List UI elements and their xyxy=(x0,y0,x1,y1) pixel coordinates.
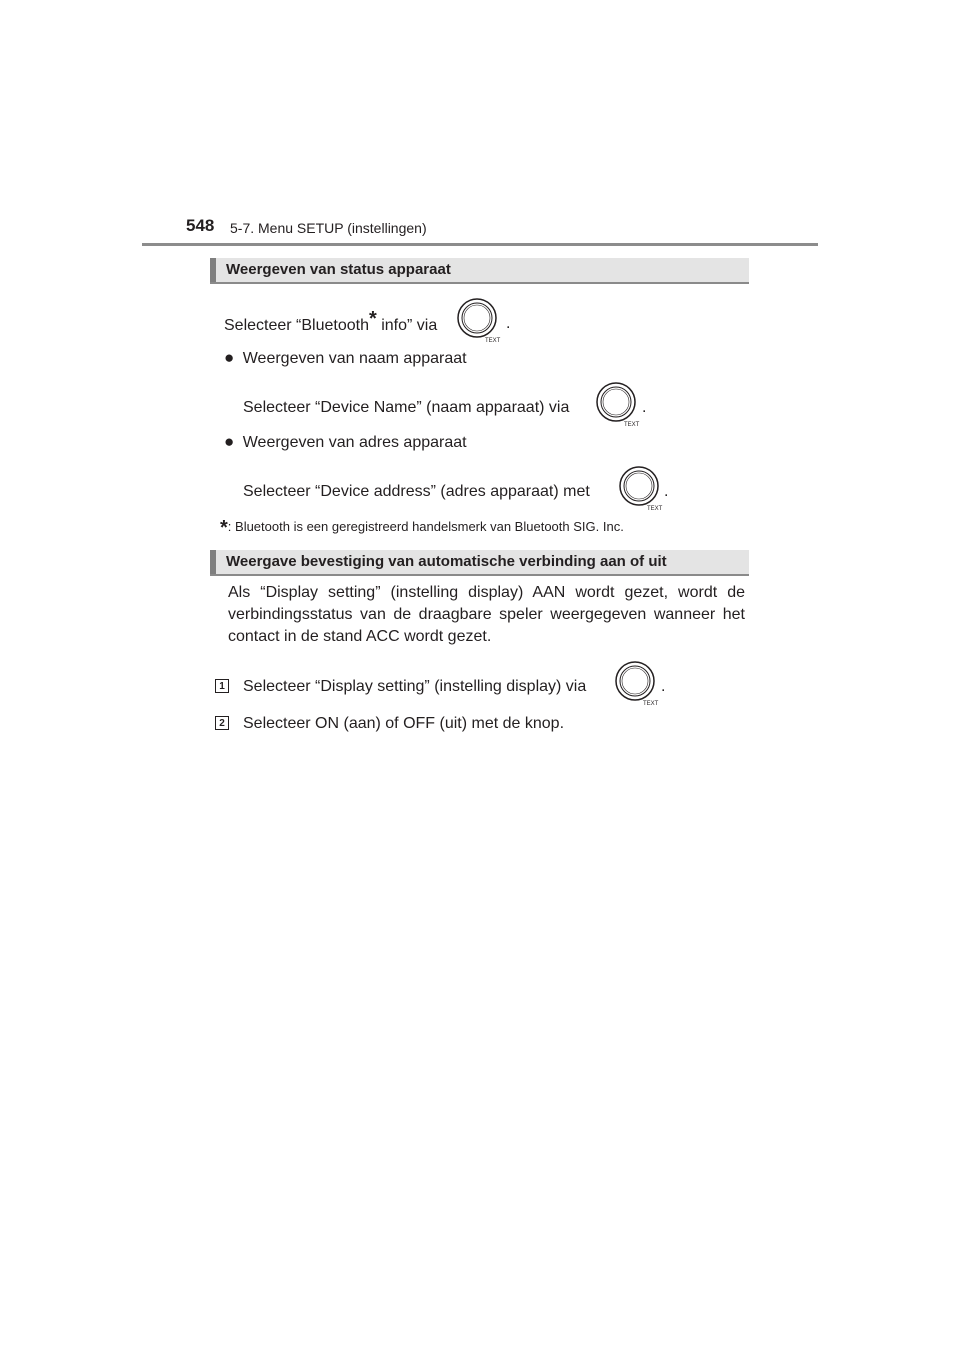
header-rule xyxy=(142,243,818,246)
step-number: 2 xyxy=(215,716,229,730)
intro-period: . xyxy=(506,315,511,332)
bullet-item xyxy=(224,431,467,454)
heading-text: Weergave bevestiging van automatische verbinding aan of uit xyxy=(226,553,667,570)
step-number: 1 xyxy=(215,679,229,693)
intro-line: Selecteer “Bluetooth* info” via xyxy=(224,308,438,334)
bullet-instruction: Selecteer “Device Name” (naam apparaat) via xyxy=(243,399,570,416)
page-number: 548 xyxy=(186,216,215,235)
text-knob-icon xyxy=(614,466,664,512)
step-text: Selecteer ON (aan) of OFF (uit) met de knop. xyxy=(243,715,565,732)
text-knob-icon xyxy=(610,661,660,707)
bullet-title: Weergeven van adres apparaat xyxy=(242,434,467,451)
footnote-text: : Bluetooth is een geregistreerd handelsmerk van Bluetooth SIG. Inc. xyxy=(227,519,624,534)
bullet-item xyxy=(224,347,467,370)
bullet-icon: ● xyxy=(224,348,235,367)
text-knob-icon xyxy=(591,382,641,428)
footnote-star: * xyxy=(220,517,228,539)
step-period: . xyxy=(661,678,666,695)
instruction-period: . xyxy=(642,399,647,416)
heading-text: Weergeven van status apparaat xyxy=(226,261,451,278)
heading-bar xyxy=(210,258,216,282)
bullet-icon: ● xyxy=(224,432,235,451)
bullet-instruction: Selecteer “Device address” (adres apparaat) met xyxy=(243,483,590,500)
bullet-title: Weergeven van naam apparaat xyxy=(242,350,467,367)
text-knob-icon xyxy=(452,298,502,344)
svg-text:TEXT: TEXT xyxy=(647,506,663,512)
svg-text:TEXT: TEXT xyxy=(485,338,501,344)
instruction-period: . xyxy=(664,483,669,500)
section-heading-auto-connect xyxy=(210,550,749,576)
heading-bar xyxy=(210,550,216,574)
section-title: 5-7. Menu SETUP (instellingen) xyxy=(230,220,427,236)
description-paragraph: Als “Display setting” (instelling display) AAN wordt gezet, wordt de verbindingsstatus van de draagbare speler weergegeven wanneer het contact in de stand ACC wordt gezet. xyxy=(228,584,745,645)
svg-text:TEXT: TEXT xyxy=(624,422,640,428)
section-heading-device-status xyxy=(210,258,749,284)
svg-text:TEXT: TEXT xyxy=(643,701,659,707)
footnote xyxy=(220,514,624,537)
step-text: Selecteer “Display setting” (instelling display) via xyxy=(243,678,587,695)
